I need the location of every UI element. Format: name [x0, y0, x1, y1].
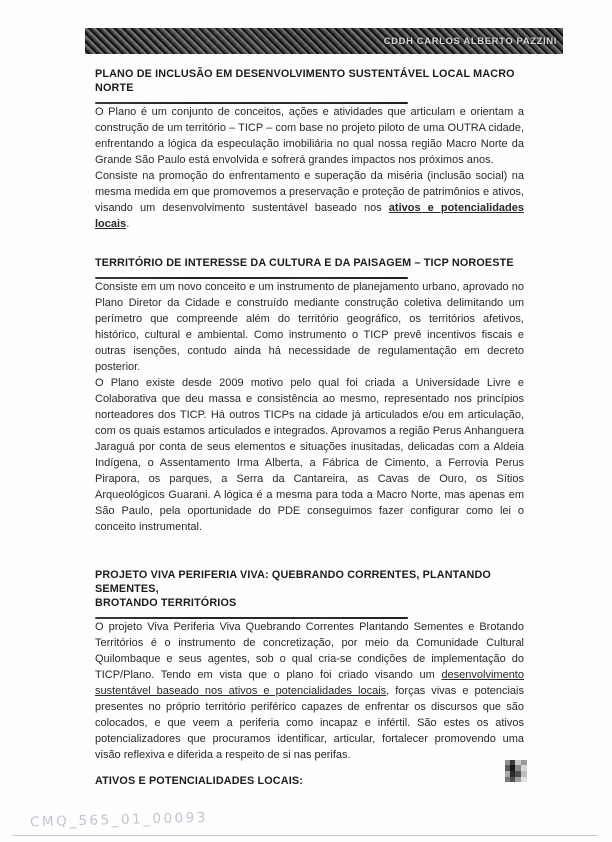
document-content: [95, 0, 524, 788]
handwritten-archive-code: CMQ_565_01_00093: [29, 809, 209, 831]
paragraph-text-end: , forças vivas e potenciais presentes no próprio território periférico capazes de enfrentar os discursos que são colocados, e que veem a periferia como incapaz e infértil. São estes os ativos potencializadores que procuramos identificar, articular, fortalecer promovendo uma visão reflexiva e diferida a respeito de si nas perifas.: [95, 685, 524, 761]
scan-artifact-image: [505, 760, 527, 782]
section-title-plano-inclusao: PLANO DE INCLUSÃO EM DESENVOLVIMENTO SUSTENTÁVEL LOCAL MACRO NORTE: [95, 68, 515, 94]
section-title-territorio-ticp: TERRITÓRIO DE INTERESSE DA CULTURA E DA PAISAGEM – TICP NOROESTE: [95, 257, 514, 269]
paragraph-ticp-historico: O Plano existe desde 2009 motivo pelo qual foi criada a Universidade Livre e Colaborativa que deu massa e consistência ao mesmo, representado nos princípios norteadores dos TICP. Há outros TICPs na cidade já articulados e/ou em articulação, com os quais estamos articulados e integrados. Aprovamos a região Perus Anhanguera Jaraguá por conta de seus elementos e situações inusitadas, delicadas com a Aldeia Indígena, o Assentamento Irma Alberta, a Fábrica de Cimento, a Ferrovia Perus Pirapora, os parques, a Serra da Cantareira, as Cavas de Ouro, os Sítios Arqueológicos Guarani. A lógica é a mesma para toda a Macro Norte, mas apenas em São Paulo, pela oportunidade do PDE conseguimos fazer configurar como lei o conceito instrumental.: [95, 377, 524, 533]
paragraph-plano-definicao: O Plano é um conjunto de conceitos, ações e atividades que articulam e orientam a construção de um território – TICP – com base no projeto piloto de uma OUTRA cidade, enfrentando a lógica da especulação imobiliária no qual nossa região Macro Norte da Grande São Paulo está envolvida e sofrerá grandes impactos nos próximos anos.: [95, 106, 524, 166]
emphasis-ativos-potencialidades: ativos e potencialidades locais: [95, 202, 524, 230]
paragraph-plano-consiste: [95, 168, 524, 232]
paragraph-text-end: .: [126, 218, 130, 230]
title-line-2: BROTANDO TERRITÓRIOS: [95, 597, 237, 609]
scan-artifact-pixels: [505, 760, 527, 782]
emphasis-desenvolvimento-sustentavel: desenvolvimento sustentável baseado nos ativos e potencialidades locais: [95, 669, 524, 697]
section-title-projeto-viva-periferia: [95, 568, 524, 610]
title-line-1: PROJETO VIVA PERIFERIA VIVA: QUEBRANDO CORRENTES, PLANTANDO SEMENTES,: [95, 569, 491, 595]
paragraph-ticp-conceito: Consiste em um novo conceito e um instrumento de planejamento urbano, aprovado no Plano Diretor da Cidade e construído mediante construção coletiva delimitando um perímetro que compreende além do território geográfico, os territórios afetivos, histórico, cultural e ambiental. Como instrumento o TICP prevê incentivos fiscais e outras isenções, contudo ainda há necessidade de regulamentação em decreto posterior.: [95, 281, 524, 373]
paragraph-text: Consiste na promoção do enfrentamento e superação da miséria (inclusão social) na mesma medida em que promovemos a preservação e proteção de patrimônios e ativos, visando um desenvolvimento sustentável baseado nos: [95, 170, 524, 214]
header-stamp-text: CDDH CARLOS ALBERTO PAZZINI: [383, 35, 557, 47]
scan-edge-line: [12, 835, 598, 836]
section-title-ativos-potencialidades: ATIVOS E POTENCIALIDADES LOCAIS:: [95, 775, 303, 787]
paragraph-projeto-viva: [95, 619, 524, 763]
paragraph-text: O projeto Viva Periferia Viva Quebrando Correntes Plantando Sementes e Brotando Territórios é o instrumento de concretização, por meio da Comunidade Cultural Quilombaque e seus agentes, sob o qual cria-se condições de implementação do TICP/Plano. Tendo em vista que o plano foi criado visando um: [95, 621, 524, 681]
